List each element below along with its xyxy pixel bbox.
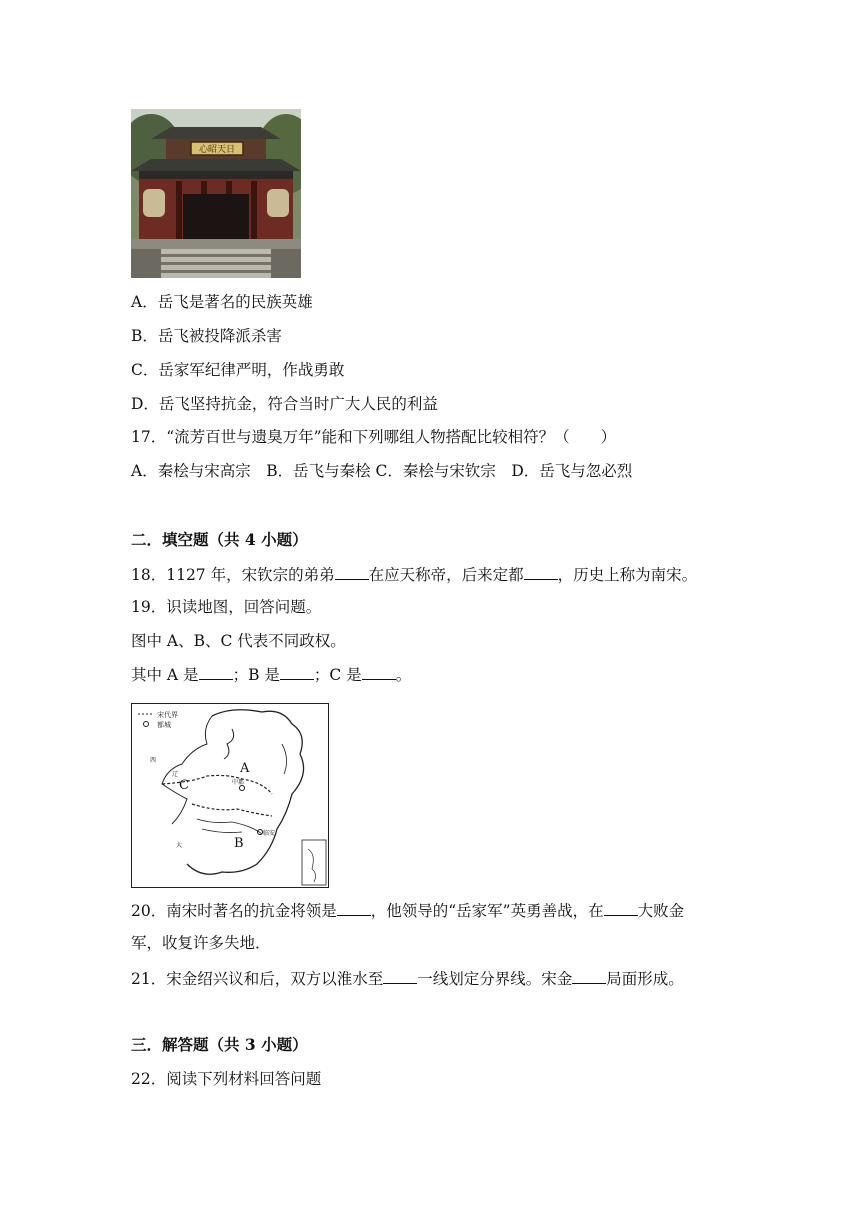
capital-linan-icon xyxy=(258,830,263,835)
answer-blank[interactable] xyxy=(335,564,369,580)
q21 xyxy=(131,968,684,989)
q19-text-c: ；C 是 xyxy=(313,666,362,684)
map-legend xyxy=(138,710,178,729)
q20-text-1: 20．南宋时著名的抗金将领是 xyxy=(131,902,337,920)
plaque-text: 心昭天日 xyxy=(198,145,236,155)
legend-border-label: 宋代界 xyxy=(157,711,178,719)
q18 xyxy=(131,564,697,585)
q20-text-2: ，他领导的“岳家军”英勇善战，在 xyxy=(370,902,604,920)
q20-text-3: 大败金 xyxy=(637,902,685,920)
q18-text-3: ，历史上称为南宋。 xyxy=(557,566,698,584)
answer-blank[interactable] xyxy=(572,968,606,984)
q20-line-2: 军，收复许多失地． xyxy=(131,934,271,952)
q21-text-3: 局面形成。 xyxy=(606,970,684,988)
q19-stem: 19．识读地图，回答问题。 xyxy=(131,598,322,616)
answer-blank[interactable] xyxy=(199,664,233,680)
q18-text-2: 在应天称帝，后来定都 xyxy=(368,566,524,584)
answer-blank[interactable] xyxy=(280,664,314,680)
q17-options: A．秦桧与宋高宗 B．岳飞与秦桧 C．秦桧与宋钦宗 D．岳飞与忽必烈 xyxy=(131,462,633,480)
answer-blank[interactable] xyxy=(524,564,558,580)
q21-text-1: 21．宋金绍兴议和后，双方以淮水至 xyxy=(131,970,384,988)
answer-blank[interactable] xyxy=(383,968,417,984)
q16-option-a: A．岳飞是著名的民族英雄 xyxy=(131,293,313,311)
q19-line-3 xyxy=(131,664,411,685)
yue-fei-temple-photo xyxy=(131,109,301,278)
q22-stem: 22．阅读下列材料回答问题 xyxy=(131,1070,322,1088)
section-2-heading: 二．填空题（共 4 小题） xyxy=(131,530,308,549)
q21-text-2: 一线划定分界线。宋金 xyxy=(417,970,573,988)
map-label-linan: 临安 xyxy=(263,830,276,837)
q20-line-1 xyxy=(131,900,684,921)
map-label-b: B xyxy=(234,836,244,851)
answer-blank[interactable] xyxy=(604,900,638,916)
q19-text-b: ；B 是 xyxy=(232,666,280,684)
q19-text-d: 。 xyxy=(395,666,412,684)
q16-option-b: B．岳飞被投降派杀害 xyxy=(131,327,282,345)
q16-option-d: D．岳飞坚持抗金，符合当时广大人民的利益 xyxy=(131,395,438,413)
q16-option-c: C．岳家军纪律严明，作战勇敢 xyxy=(131,361,345,379)
map-label-zhongdu: 中都 xyxy=(232,779,245,786)
song-jin-map xyxy=(131,703,329,888)
map-label-a: A xyxy=(240,761,250,776)
legend-capital-label: 都城 xyxy=(157,721,171,729)
q19-text-a: 其中 A 是 xyxy=(131,666,199,684)
q19-line-2: 图中 A、B、C 代表不同政权。 xyxy=(131,632,346,650)
answer-blank[interactable] xyxy=(337,900,371,916)
map-label-c: C xyxy=(179,778,189,793)
section-3-heading: 三．解答题（共 3 小题） xyxy=(131,1035,308,1054)
map-label-liao: 辽 xyxy=(172,771,179,778)
map-label-da: 大 xyxy=(176,842,183,849)
map-label-xi: 西 xyxy=(150,757,157,764)
answer-blank[interactable] xyxy=(362,664,396,680)
capital-zhongdu-icon xyxy=(240,786,245,791)
q18-text-1: 18．1127 年，宋钦宗的弟弟 xyxy=(131,566,335,584)
q17-stem: 17．“流芳百世与遗臭万年”能和下列哪组人物搭配比较相符？（ ） xyxy=(131,428,617,446)
